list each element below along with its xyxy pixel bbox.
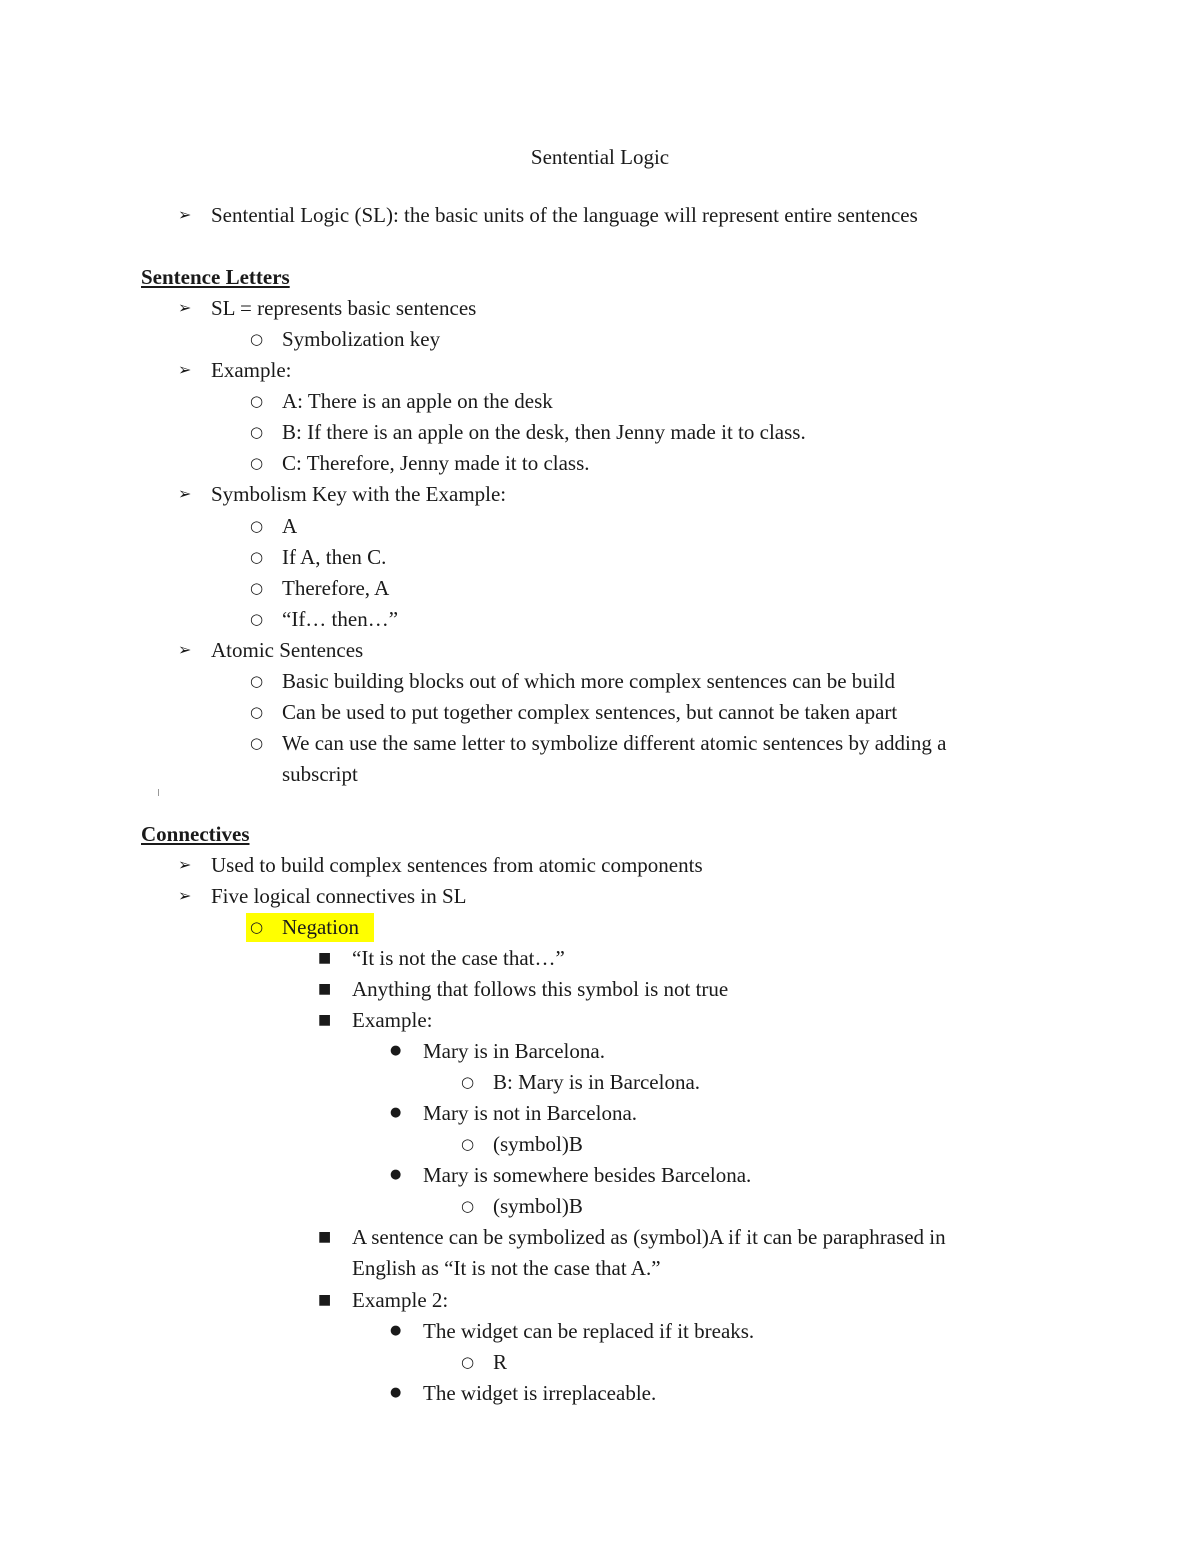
circle-bullet-icon: ○	[461, 1073, 475, 1091]
list-item-atomic-3-continued: subscript	[282, 762, 358, 786]
circle-bullet-icon: ○	[250, 734, 264, 752]
list-item-anything-follows: Anything that follows this symbol is not true	[352, 977, 729, 1001]
circle-bullet-icon: ○	[461, 1135, 475, 1153]
list-item-mary-3-symbol: (symbol)B	[493, 1194, 583, 1218]
list-item-widget-2: The widget is irreplaceable.	[423, 1381, 657, 1405]
list-item-mary-2-symbol: (symbol)B	[493, 1132, 583, 1156]
circle-bullet-icon: ○	[250, 517, 264, 535]
list-item-atomic-sentences: Atomic Sentences	[211, 638, 364, 662]
circle-bullet-icon: ○	[250, 918, 264, 936]
square-bullet-icon: ■	[318, 981, 332, 997]
list-item-sym-1: A	[282, 514, 298, 538]
list-item-mary-1-symbol: B: Mary is in Barcelona.	[493, 1070, 701, 1094]
list-item-paraphrase-continued: English as “It is not the case that A.”	[352, 1256, 661, 1280]
dot-bullet-icon: ●	[390, 1323, 402, 1338]
circle-bullet-icon: ○	[250, 703, 264, 721]
intro-text: Sentential Logic (SL): the basic units of the language will represent entire sentences	[211, 203, 918, 227]
list-item-paraphrase: A sentence can be symbolized as (symbol)A if it can be paraphrased in	[352, 1225, 946, 1249]
arrow-bullet-icon: ➢	[178, 886, 192, 905]
list-item-atomic-2: Can be used to put together complex sentences, but cannot be taken apart	[282, 700, 898, 724]
list-item-atomic-1: Basic building blocks out of which more complex sentences can be build	[282, 669, 895, 693]
list-item-sym-4: “If… then…”	[282, 607, 399, 631]
list-item-symbolization-key: Symbolization key	[282, 327, 441, 351]
list-item-symbolism-key: Symbolism Key with the Example:	[211, 482, 507, 506]
list-item-used-to-build: Used to build complex sentences from atomic components	[211, 853, 703, 877]
dot-bullet-icon: ●	[390, 1043, 402, 1058]
list-item-mary-3: Mary is somewhere besides Barcelona.	[423, 1163, 752, 1187]
list-item-example-a: A: There is an apple on the desk	[282, 389, 553, 413]
list-item-example-2-label: Example 2:	[352, 1288, 449, 1312]
circle-bullet-icon: ○	[250, 423, 264, 441]
arrow-bullet-icon: ➢	[178, 298, 192, 317]
square-bullet-icon: ■	[318, 1292, 332, 1308]
dot-bullet-icon: ●	[390, 1105, 402, 1120]
list-item-example-b: B: If there is an apple on the desk, then Jenny made it to class.	[282, 420, 806, 444]
dot-bullet-icon: ●	[390, 1167, 402, 1182]
circle-bullet-icon: ○	[250, 330, 264, 348]
list-item-widget-1-symbol: R	[493, 1350, 508, 1374]
list-item-widget-1: The widget can be replaced if it breaks.	[423, 1319, 755, 1343]
arrow-bullet-icon: ➢	[178, 640, 192, 659]
list-item-not-the-case: “It is not the case that…”	[352, 946, 565, 970]
arrow-bullet-icon: ➢	[178, 360, 192, 379]
circle-bullet-icon: ○	[250, 610, 264, 628]
section-heading-sentence-letters: Sentence Letters	[141, 265, 290, 289]
stray-mark	[158, 789, 159, 796]
square-bullet-icon: ■	[318, 1229, 332, 1245]
list-item-sl-represents: SL = represents basic sentences	[211, 296, 477, 320]
list-item-mary-2: Mary is not in Barcelona.	[423, 1101, 638, 1125]
arrow-bullet-icon: ➢	[178, 484, 192, 503]
circle-bullet-icon: ○	[250, 454, 264, 472]
circle-bullet-icon: ○	[461, 1197, 475, 1215]
section-heading-connectives: Connectives	[141, 822, 250, 846]
page-title: Sentential Logic	[530, 145, 670, 169]
dot-bullet-icon: ●	[390, 1385, 402, 1400]
list-item-example-c: C: Therefore, Jenny made it to class.	[282, 451, 590, 475]
circle-bullet-icon: ○	[461, 1353, 475, 1371]
square-bullet-icon: ■	[318, 1012, 332, 1028]
circle-bullet-icon: ○	[250, 579, 264, 597]
circle-bullet-icon: ○	[250, 548, 264, 566]
arrow-bullet-icon: ➢	[178, 205, 192, 224]
circle-bullet-icon: ○	[250, 392, 264, 410]
list-item-five-connectives: Five logical connectives in SL	[211, 884, 467, 908]
list-item-mary-1: Mary is in Barcelona.	[423, 1039, 605, 1063]
list-item-negation: Negation	[282, 915, 359, 939]
arrow-bullet-icon: ➢	[178, 855, 192, 874]
circle-bullet-icon: ○	[250, 672, 264, 690]
list-item-atomic-3: We can use the same letter to symbolize different atomic sentences by adding a	[282, 731, 947, 755]
list-item-example-label: Example:	[352, 1008, 433, 1032]
list-item-example-label: Example:	[211, 358, 292, 382]
list-item-sym-2: If A, then C.	[282, 545, 387, 569]
square-bullet-icon: ■	[318, 950, 332, 966]
list-item-sym-3: Therefore, A	[282, 576, 390, 600]
